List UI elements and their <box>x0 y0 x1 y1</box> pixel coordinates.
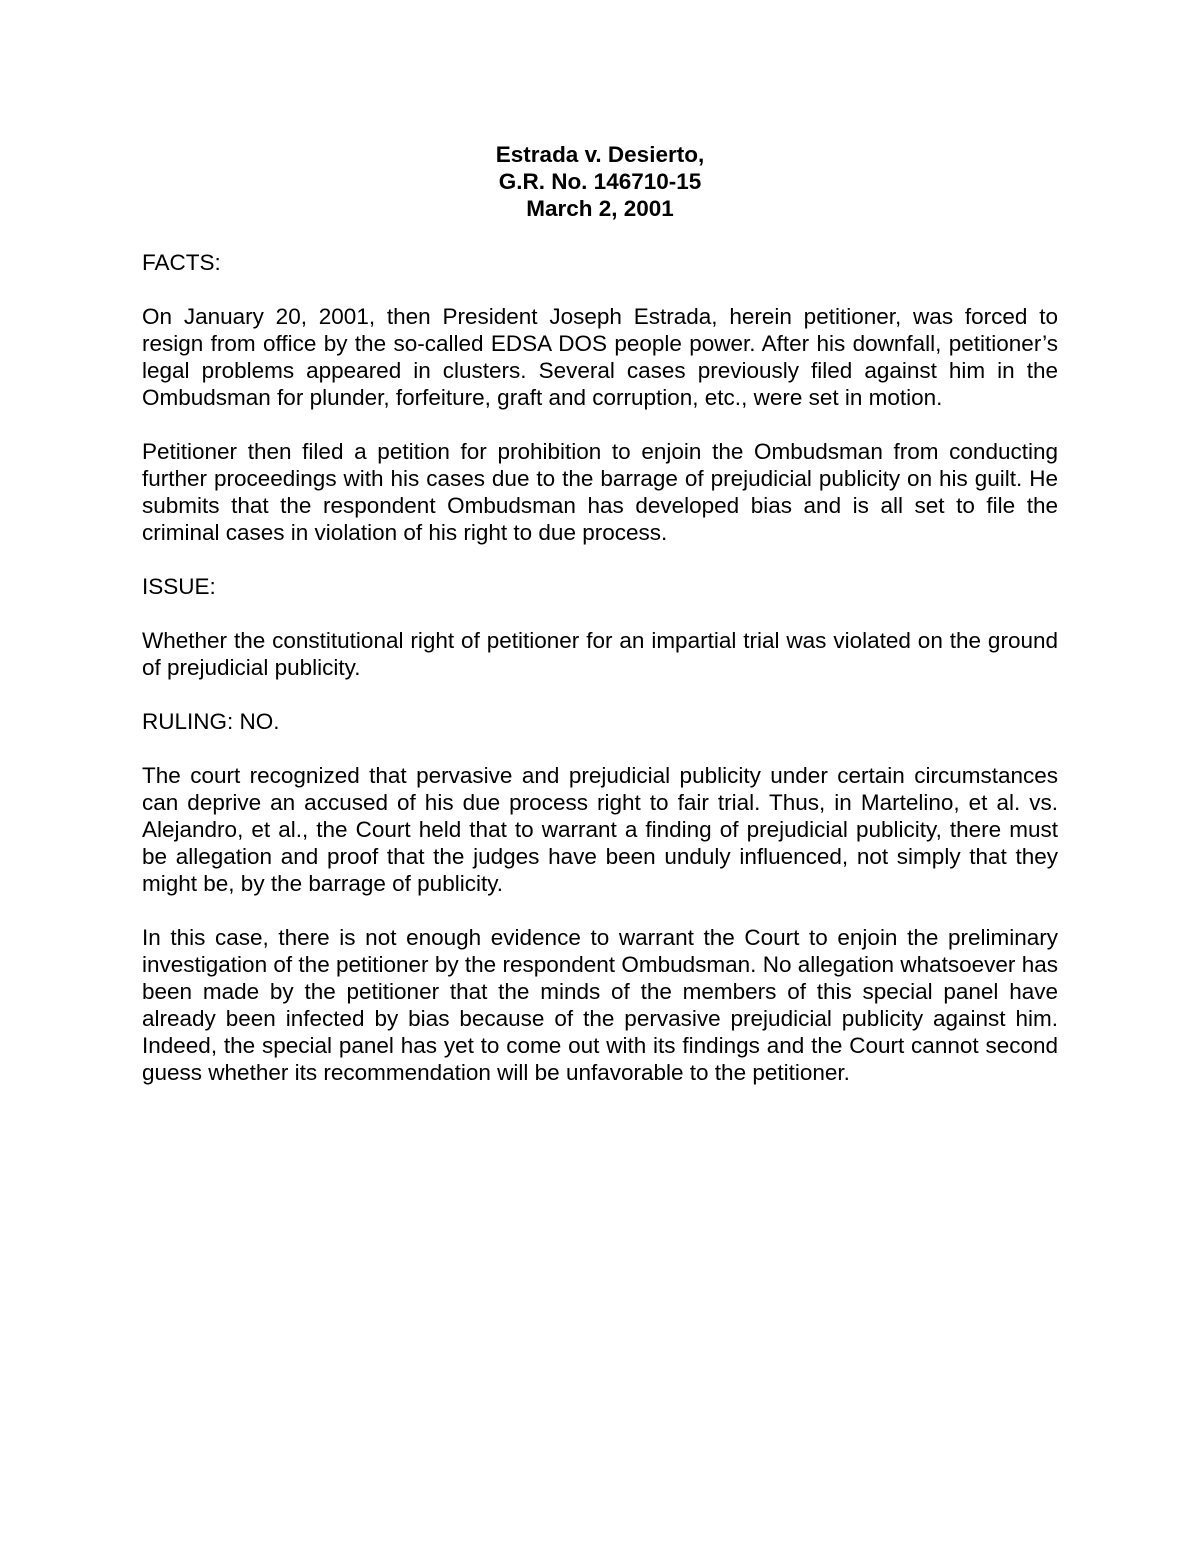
ruling-heading: RULING: NO. <box>142 709 280 734</box>
issue-paragraph: Whether the constitutional right of petitioner for an impartial trial was violated on the ground of prejudicial publicity. <box>142 628 1058 680</box>
issue-heading: ISSUE: <box>142 574 216 599</box>
facts-paragraph-2: Petitioner then filed a petition for prohibition to enjoin the Ombudsman from conducting further proceedings with his cases due to the barrage of prejudicial publicity on his guilt. He submits that the respondent Ombudsman has developed bias and is all set to file the criminal cases in violation of his right to due process. <box>142 439 1058 545</box>
facts-heading: FACTS: <box>142 250 221 275</box>
case-date: March 2, 2001 <box>526 196 674 221</box>
facts-paragraph-1: On January 20, 2001, then President Joseph Estrada, herein petitioner, was forced to resign from office by the so-called EDSA DOS people power. After his downfall, petitioner’s legal problems appeared in clusters. Several cases previously filed against him in the Ombudsman for plunder, forfeiture, graft and corruption, etc., were set in motion. <box>142 304 1058 410</box>
case-name: Estrada v. Desierto, <box>495 142 705 167</box>
case-title <box>142 141 1058 222</box>
case-number: G.R. No. 146710-15 <box>498 169 702 194</box>
ruling-paragraph-2: In this case, there is not enough evidence to warrant the Court to enjoin the preliminary investigation of the petitioner by the respondent Ombudsman. No allegation whatsoever has been made by the petitioner that the minds of the members of this special panel have already been infected by bias because of the pervasive prejudicial publicity against him. Indeed, the special panel has yet to come out with its findings and the Court cannot second guess whether its recommendation will be unfavorable to the petitioner. <box>142 925 1058 1085</box>
ruling-paragraph-1: The court recognized that pervasive and prejudicial publicity under certain circumstances can deprive an accused of his due process right to fair trial. Thus, in Martelino, et al. vs. Alejandro, et al., the Court held that to warrant a finding of prejudicial publicity, there must be allegation and proof that the judges have been unduly influenced, not simply that they might be, by the barrage of publicity. <box>142 763 1058 896</box>
document-page <box>142 141 1058 1086</box>
